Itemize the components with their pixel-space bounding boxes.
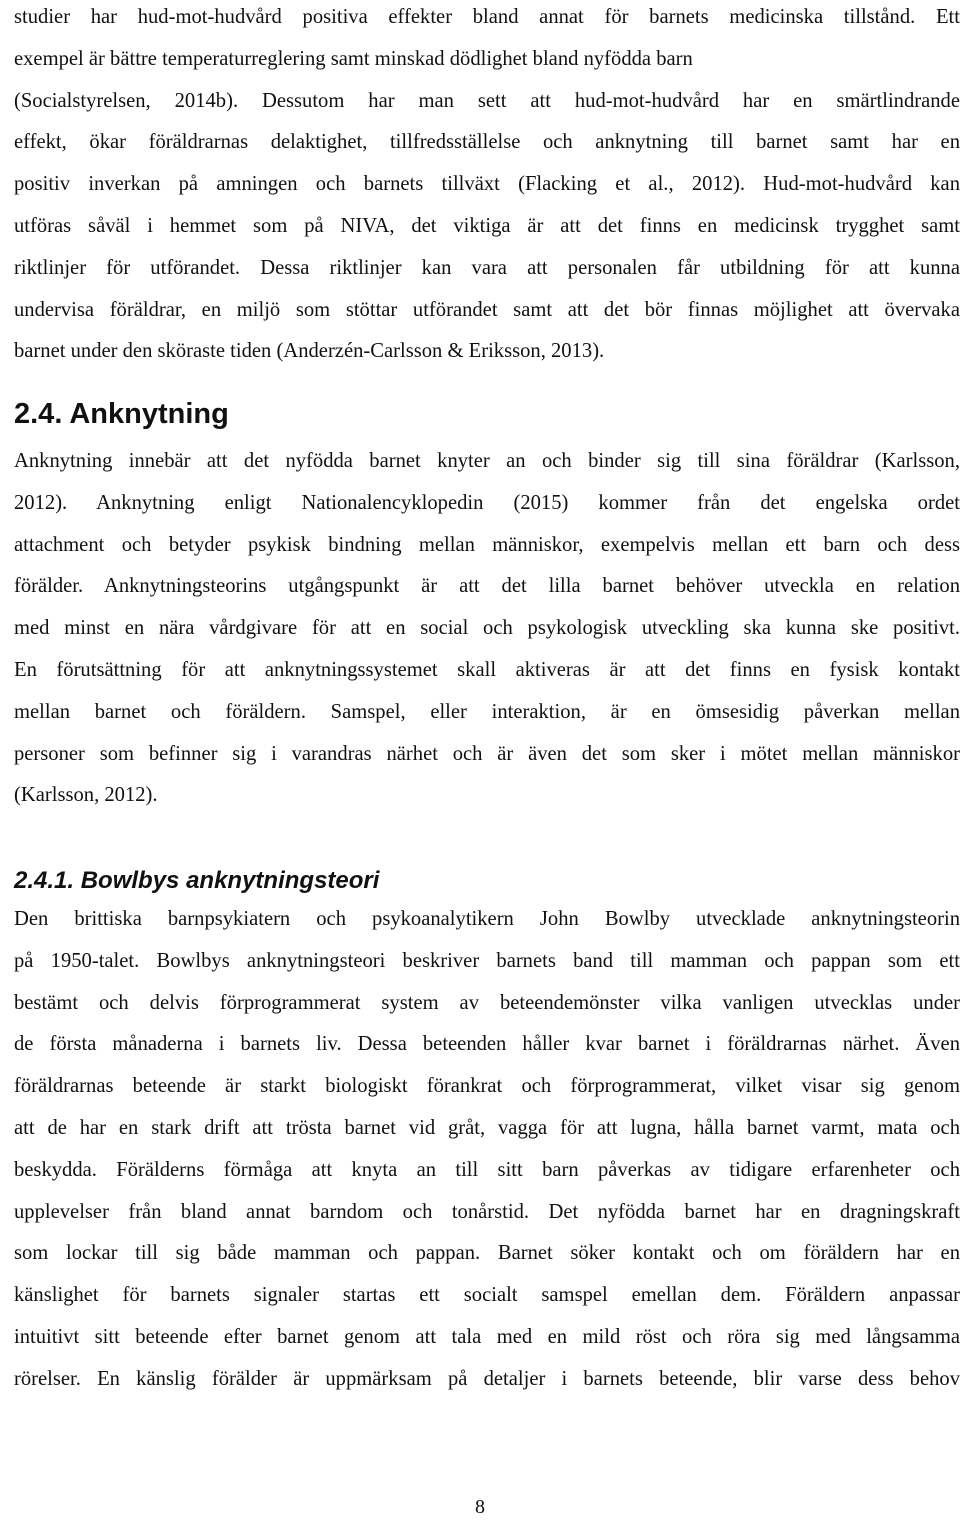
text-line: utföras såväl i hemmet som på NIVA, det viktiga är att det finns en medicinsk trygghet samt xyxy=(14,214,960,237)
body-paragraph-bowlby xyxy=(14,899,960,1401)
text-line: effekt, ökar föräldrarnas delaktighet, tillfredsställelse och anknytning till barnet samt har en xyxy=(14,131,960,154)
text-line: känslighet för barnets signaler startas ett socialt samspel emellan dem. Föräldern anpassar xyxy=(14,1284,960,1307)
text-line: personer som befinner sig i varandras närhet och är även det som sker i mötet mellan människor xyxy=(14,742,960,765)
text-line: mellan barnet och föräldern. Samspel, eller interaktion, är en ömsesidig påverkan mellan xyxy=(14,700,960,723)
text-line: intuitivt sitt beteende efter barnet genom att tala med en mild röst och röra sig med långsamma xyxy=(14,1325,960,1348)
text-line: (Karlsson, 2012). xyxy=(14,784,158,807)
text-line: Den brittiska barnpsykiatern och psykoanalytikern John Bowlby utvecklade anknytningsteorin xyxy=(14,908,960,930)
text-line: de första månaderna i barnets liv. Dessa beteenden håller kvar barnet i föräldrarnas närhet. Även xyxy=(14,1033,960,1056)
text-line: 2012). Anknytning enligt Nationalencyklopedin (2015) kommer från det engelska ordet xyxy=(14,491,960,514)
text-line: som lockar till sig både mamman och pappan. Barnet söker kontakt och om föräldern har en xyxy=(14,1242,960,1265)
text-line: med minst en nära vårdgivare för att en social och psykologisk utveckling ska kunna ske positivt. xyxy=(14,617,960,640)
text-line: (Socialstyrelsen, 2014b). Dessutom har man sett att hud-mot-hudvård har en smärtlindrande xyxy=(14,89,960,112)
text-line: bestämt och delvis förprogrammerat system av beteendemönster vilka vanligen utvecklas under xyxy=(14,991,960,1014)
body-paragraph-anknytning xyxy=(14,441,960,817)
text-line: undervisa föräldrar, en miljö som stöttar utförandet samt att det bör finnas möjlighet att övervaka xyxy=(14,298,960,321)
text-line: En förutsättning för att anknytningssystemet skall aktiveras är att det finns en fysisk kontakt xyxy=(14,658,960,681)
text-line: upplevelser från bland annat barndom och tonårstid. Det nyfödda barnet har en dragningskraft xyxy=(14,1200,960,1223)
subsection-heading-bowlby: 2.4.1. Bowlbys anknytningsteori xyxy=(14,867,380,894)
text-line: attachment och betyder psykisk bindning mellan människor, exempelvis mellan ett barn och dess xyxy=(14,533,960,556)
text-line: positiv inverkan på amningen och barnets tillväxt (Flacking et al., 2012). Hud-mot-hudvård kan xyxy=(14,173,960,196)
text-line: på 1950-talet. Bowlbys anknytningsteori beskriver barnets band till mamman och pappan som ett xyxy=(14,949,960,972)
text-line: Anknytning innebär att det nyfödda barnet knyter an och binder sig till sina föräldrar (Karlsson, xyxy=(14,450,960,472)
text-line: rörelser. En känslig förälder är uppmärksam på detaljer i barnets beteende, blir varse dess behov xyxy=(14,1367,960,1390)
text-line: riktlinjer för utförandet. Dessa riktlinjer kan vara att personalen får utbildning för att kunna xyxy=(14,256,960,279)
text-line: studier har hud-mot-hudvård positiva effekter bland annat för barnets medicinska tillstånd. Ett xyxy=(14,6,960,28)
text-line: förälder. Anknytningsteorins utgångspunkt är att det lilla barnet behöver utveckla en relation xyxy=(14,575,960,598)
text-line: att de har en stark drift att trösta barnet vid gråt, vagga för att lugna, hålla barnet varmt, mata och xyxy=(14,1116,960,1139)
text-line: föräldrarnas beteende är starkt biologiskt förankrat och förprogrammerat, vilket visar sig genom xyxy=(14,1075,960,1098)
text-line: beskydda. Förälderns förmåga att knyta an till sitt barn påverkas av tidigare erfarenheter och xyxy=(14,1158,960,1181)
text-line: exempel är bättre temperaturreglering samt minskad dödlighet bland nyfödda barn xyxy=(14,47,693,70)
section-heading-anknytning: 2.4. Anknytning xyxy=(14,398,229,430)
page-number: 8 xyxy=(475,1496,485,1518)
body-paragraph-hud-mot-hudvard xyxy=(14,0,960,373)
text-line: barnet under den sköraste tiden (Anderzén-Carlsson & Eriksson, 2013). xyxy=(14,340,605,363)
